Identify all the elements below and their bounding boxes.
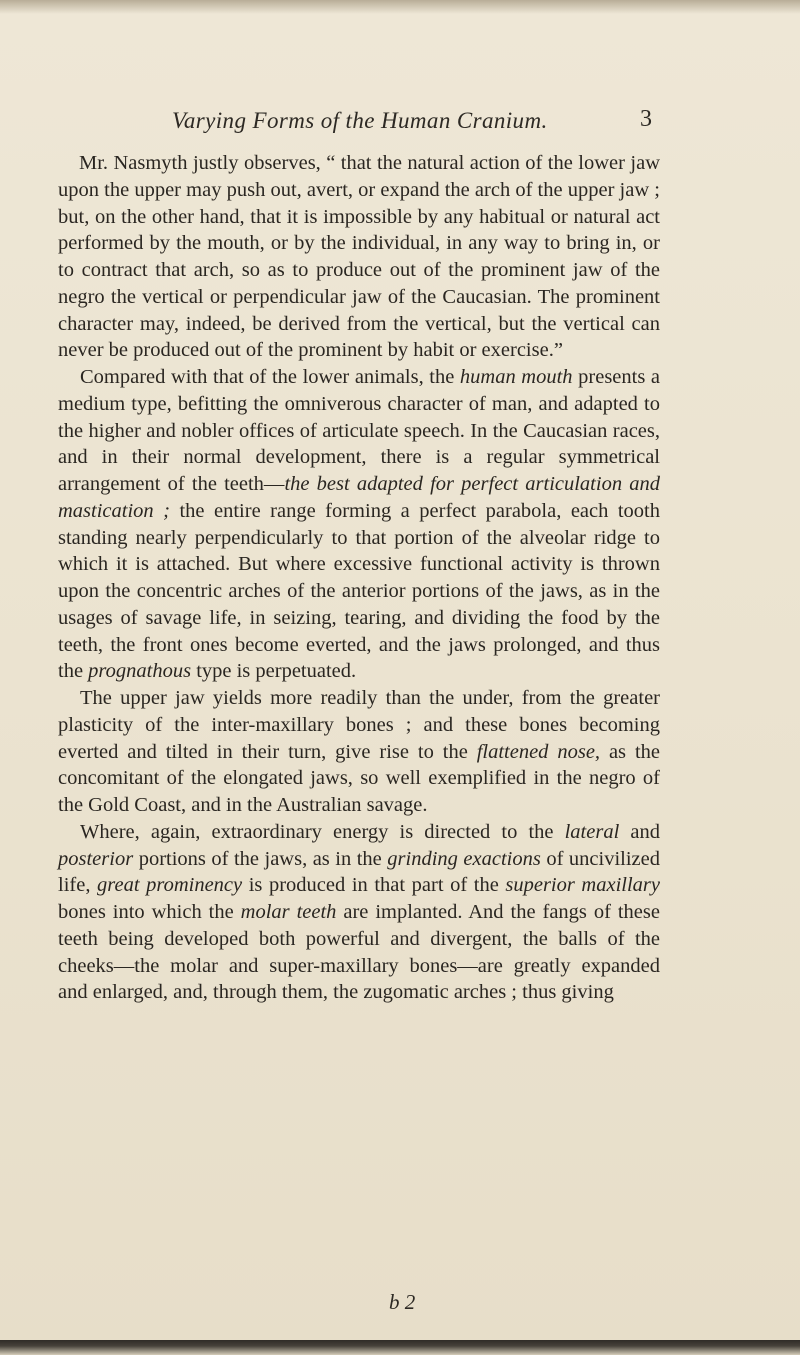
text-run: bones into which the <box>58 901 241 923</box>
paragraph-2 <box>58 364 660 685</box>
italic-run: grinding exactions <box>387 847 541 870</box>
italic-run: molar teeth <box>240 901 337 923</box>
signature-mark: b 2 <box>389 1290 416 1314</box>
page-top-shadow <box>0 0 800 14</box>
text-run: and <box>619 820 660 843</box>
body-text <box>58 150 660 1006</box>
italic-run: prognathous <box>88 660 192 683</box>
text-run: Where, again, extraordinary energy is directed to the <box>80 820 565 843</box>
italic-run: the best adapted for perfect articulation and mastication ; <box>58 473 660 522</box>
page-number: 3 <box>640 106 652 132</box>
italic-run: human mouth <box>459 366 573 388</box>
text-run: is produced in that part of the <box>242 874 506 897</box>
text-run: as the concomitant of the elongated jaws, so well exemplified in the negro of the Gold Coast, and in the Australian savage. <box>58 740 660 816</box>
text-run: are implanted. And the fangs of these teeth being developed both powerful and divergent, the balls of the cheeks—the molar and super-maxillary bones—are greatly expanded and enlarged, and, through them, the zugomatic arches ; thus giving <box>58 901 660 1004</box>
page-header <box>172 108 652 142</box>
text-run: presents a medium type, befitting the omniverous character of man, and adapted to the higher and nobler offices of articulate speech. In the Caucasian races, and in their normal development, there is a regular symmetrical arrangement of the teeth— <box>58 366 660 495</box>
text-run: Compared with that of the lower animals, the <box>80 366 460 388</box>
italic-run: superior maxillary <box>505 874 660 897</box>
text-run: of uncivilized life, <box>58 847 661 897</box>
paragraph-3 <box>58 685 660 819</box>
text-run: portions of the jaws, as in the <box>133 847 388 870</box>
running-head: Varying Forms of the Human Cranium. <box>172 108 548 133</box>
italic-run: flattened nose, <box>476 740 601 763</box>
text-run: Mr. Nasmyth justly observes, “ that the natural action of the lower jaw upon the upper may push out, avert, or expand the arch of the upper jaw ; but, on the other hand, that it is impossible by any habitual or natural act performed by the mouth, or by the individual, in any way to bring in, or to contract that arch, so as to produce out of the prominent jaw of the negro the vertical or perpendicular jaw of the Caucasian. The prominent character may, indeed, be derived from the vertical, but the vertical can never be produced out of the prominent by habit or exercise.” <box>58 152 660 362</box>
text-run: the entire range forming a perfect parabola, each tooth standing nearly perpendicularly to that portion of the alveolar ridge to which it is attached. But where excessive functional activity is thrown upon the concentric arches of the anterior portions of the jaws, as in the usages of savage life, in seizing, tearing, and dividing the food by the teeth, the front ones become everted, and the jaws prolonged, and thus the <box>58 499 660 683</box>
text-run: type is perpetuated. <box>191 660 357 683</box>
italic-run: posterior <box>58 847 134 870</box>
paragraph-4 <box>58 819 660 1006</box>
text-run: The upper jaw yields more readily than the under, from the greater plasticity of the inter-maxillary bones ; and these bones becoming everted and tilted in their turn, give rise to the <box>58 687 660 763</box>
italic-run: great prominency <box>97 874 243 897</box>
paragraph-1 <box>58 150 660 364</box>
italic-run: lateral <box>564 820 620 843</box>
page-bottom-edge <box>0 1340 800 1355</box>
